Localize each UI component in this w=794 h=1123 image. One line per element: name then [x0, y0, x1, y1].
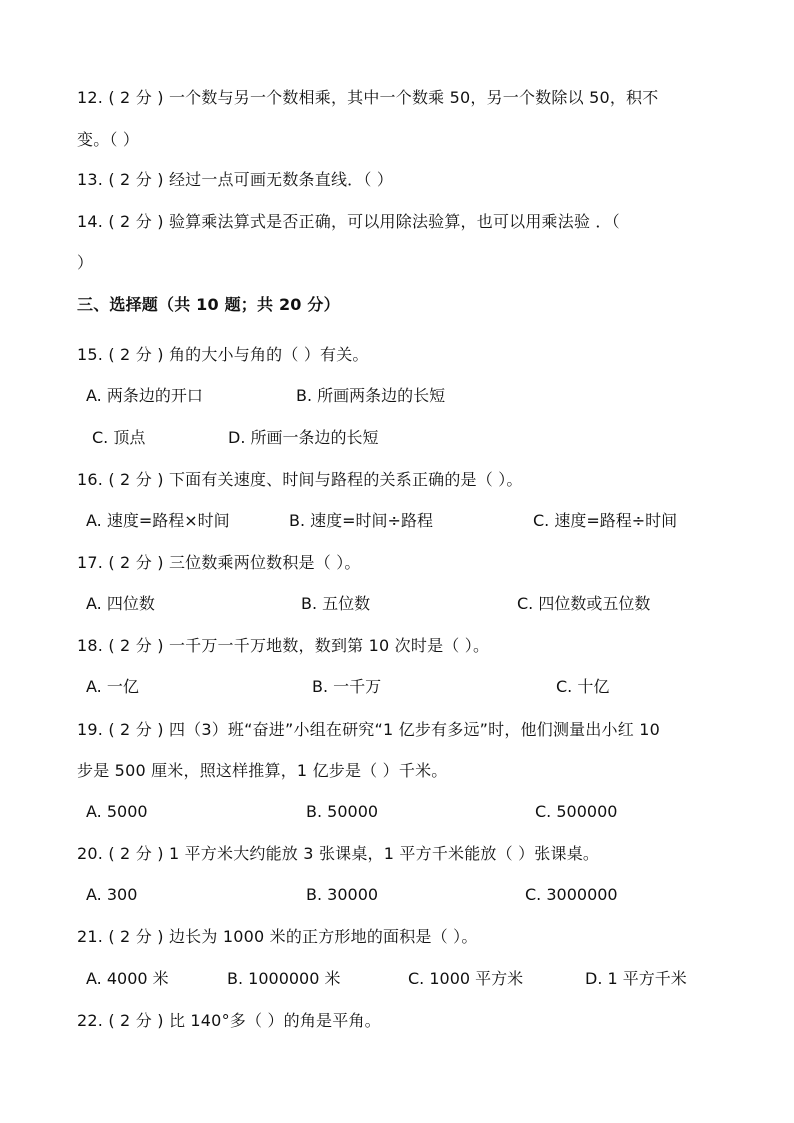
- question-13-line-1: 13. ( 2 分 ) 经过一点可画无数条直线．（ ）: [77, 170, 394, 189]
- section-3-title: 三、选择题（共 10 题；共 20 分）: [77, 295, 340, 314]
- question-21-option-b: B. 1000000 米: [227, 969, 341, 988]
- question-21-option-d: D. 1 平方千米: [585, 969, 687, 988]
- question-14-line-2: ）: [77, 253, 94, 272]
- question-17-stem: 17. ( 2 分 ) 三位数乘两位数积是（ ）。: [77, 553, 361, 572]
- question-21-stem: 21. ( 2 分 ) 边长为 1000 米的正方形地的面积是（ ）。: [77, 927, 478, 946]
- question-19-option-c: C. 500000: [535, 802, 618, 821]
- question-15-option-a: A. 两条边的开口: [86, 386, 203, 405]
- question-12-line-1: 12. ( 2 分 ) 一个数与另一个数相乘，其中一个数乘 50，另一个数除以 50，积不: [77, 88, 659, 107]
- question-22-stem: 22. ( 2 分 ) 比 140°多（ ）的角是平角。: [77, 1011, 381, 1030]
- question-15-option-d: D. 所画一条边的长短: [228, 428, 379, 447]
- question-20-option-a: A. 300: [86, 885, 138, 904]
- question-17-option-a: A. 四位数: [86, 594, 155, 613]
- question-21-option-a: A. 4000 米: [86, 969, 169, 988]
- question-17-option-b: B. 五位数: [301, 594, 371, 613]
- question-19-option-b: B. 50000: [306, 802, 379, 821]
- question-15-stem: 15. ( 2 分 ) 角的大小与角的（ ）有关。: [77, 345, 369, 364]
- question-21-option-c: C. 1000 平方米: [408, 969, 524, 988]
- question-16-option-a: A. 速度=路程×时间: [86, 511, 230, 530]
- question-19-option-a: A. 5000: [86, 802, 148, 821]
- question-18-stem: 18. ( 2 分 ) 一千万一千万地数，数到第 10 次时是（ ）。: [77, 636, 490, 655]
- question-19-stem-line-2: 步是 500 厘米，照这样推算，1 亿步是（ ）千米。: [77, 761, 448, 780]
- question-15-option-b: B. 所画两条边的长短: [296, 386, 446, 405]
- question-16-option-c: C. 速度=路程÷时间: [533, 511, 678, 530]
- question-18-option-b: B. 一千万: [312, 677, 382, 696]
- question-18-option-c: C. 十亿: [556, 677, 610, 696]
- question-15-option-c: C. 顶点: [92, 428, 146, 447]
- question-20-option-c: C. 3000000: [525, 885, 618, 904]
- question-18-option-a: A. 一亿: [86, 677, 139, 696]
- question-16-stem: 16. ( 2 分 ) 下面有关速度、时间与路程的关系正确的是（ ）。: [77, 470, 523, 489]
- question-14-line-1: 14. ( 2 分 ) 验算乘法算式是否正确，可以用除法验算，也可以用乘法验 ．（: [77, 212, 620, 231]
- question-16-option-b: B. 速度=时间÷路程: [289, 511, 433, 530]
- question-12-line-2: 变。（ ）: [77, 130, 140, 149]
- question-20-option-b: B. 30000: [306, 885, 379, 904]
- question-17-option-c: C. 四位数或五位数: [517, 594, 651, 613]
- question-20-stem: 20. ( 2 分 ) 1 平方米大约能放 3 张课桌，1 平方千米能放（ ）张课桌。: [77, 844, 600, 863]
- question-19-stem-line-1: 19. ( 2 分 ) 四（3）班“奋进”小组在研究“1 亿步有多远”时，他们测量出小红 10: [77, 720, 660, 739]
